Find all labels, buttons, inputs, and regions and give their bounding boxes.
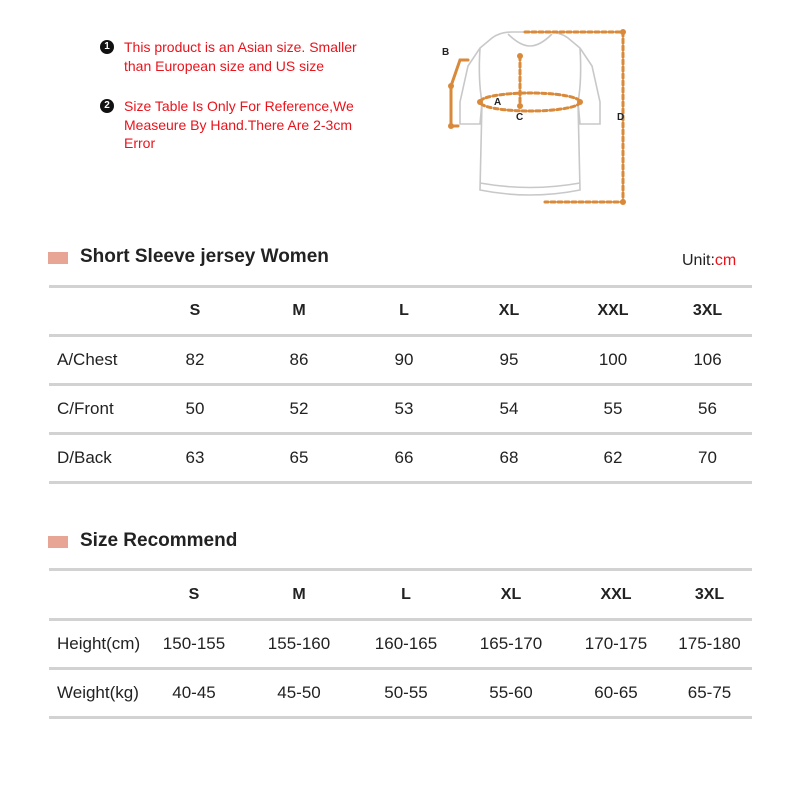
table-cell: 90 [394, 350, 414, 369]
table-cell: 62 [603, 448, 623, 467]
table-cell: 55-60 [489, 683, 533, 702]
header-cell: XXL [600, 585, 632, 603]
row-label: Height(cm) [57, 634, 141, 653]
table-cell: 53 [394, 399, 414, 418]
table-cell: 63 [185, 448, 205, 467]
table-row [49, 432, 752, 484]
table-cell: 65-75 [687, 683, 732, 702]
jersey-measurement-diagram [420, 20, 640, 220]
table-cell: 165-170 [479, 634, 543, 653]
header-cell: XL [500, 585, 522, 603]
table-cell: 95 [499, 350, 519, 369]
row-label: A/Chest [57, 350, 118, 369]
section-marker-icon [48, 252, 68, 264]
table-cell: 45-50 [277, 683, 321, 702]
size-notes [100, 38, 370, 153]
label-b: B [442, 47, 450, 58]
table-header-row [49, 568, 752, 618]
table-row [49, 383, 752, 432]
section-marker-icon [48, 536, 68, 548]
table-cell: 60-65 [594, 683, 638, 702]
note-measurement-error [100, 97, 370, 153]
table-header-row [49, 285, 752, 334]
table-cell: 70 [698, 448, 717, 467]
header-cell: XL [498, 302, 520, 319]
table-cell: 150-155 [162, 634, 226, 653]
table-row [49, 334, 752, 383]
header-cell: 3XL [694, 585, 725, 603]
jersey-section-title: Short Sleeve jersey Women [80, 246, 329, 267]
label-a: A [494, 97, 502, 108]
table-row [49, 618, 752, 667]
note-text: Size Table Is Only For Reference,We Measeure By Hand.There Are 2-3cm Error [124, 98, 354, 151]
unit-value: cm [714, 252, 737, 269]
recommend-section-title: Size Recommend [80, 530, 238, 551]
note-text: This product is an Asian size. Smaller than European size and US size [124, 39, 357, 74]
header-cell: XXL [597, 302, 629, 319]
table-row [49, 667, 752, 719]
header-cell: M [292, 585, 306, 603]
unit-label: Unit:cm [682, 252, 737, 269]
header-cell: S [189, 302, 201, 319]
header-cell: 3XL [692, 302, 723, 319]
table-cell: 170-175 [584, 634, 648, 653]
note-asian-size [100, 38, 370, 75]
table-cell: 106 [693, 350, 722, 369]
row-label: D/Back [57, 448, 112, 467]
back-length-line [525, 32, 623, 202]
table-cell: 100 [598, 350, 628, 369]
table-cell: 160-165 [374, 634, 438, 653]
jersey-outline-icon [460, 32, 600, 195]
table-cell: 155-160 [267, 634, 331, 653]
table-cell: 50-55 [384, 683, 428, 702]
table-cell: 66 [394, 448, 414, 467]
size-recommend-table [49, 568, 752, 719]
table-cell: 56 [698, 399, 717, 418]
header-cell: L [399, 302, 409, 319]
table-cell: 175-180 [678, 634, 741, 653]
header-cell: L [401, 585, 411, 603]
label-c: C [516, 112, 524, 123]
label-d: D [617, 112, 625, 123]
number-two-icon: 2 [100, 99, 114, 113]
row-label: Weight(kg) [57, 683, 139, 702]
table-cell: 86 [289, 350, 309, 369]
table-cell: 68 [499, 448, 519, 467]
table-cell: 65 [289, 448, 309, 467]
header-cell: M [292, 302, 306, 319]
table-cell: 40-45 [172, 683, 216, 702]
table-cell: 82 [185, 350, 205, 369]
header-cell: S [188, 585, 200, 603]
table-cell: 54 [499, 399, 519, 418]
table-cell: 55 [603, 399, 623, 418]
number-one-icon: 1 [100, 40, 114, 54]
table-cell: 50 [185, 399, 205, 418]
table-cell: 52 [289, 399, 309, 418]
row-label: C/Front [57, 399, 114, 418]
jersey-size-table [49, 285, 752, 484]
